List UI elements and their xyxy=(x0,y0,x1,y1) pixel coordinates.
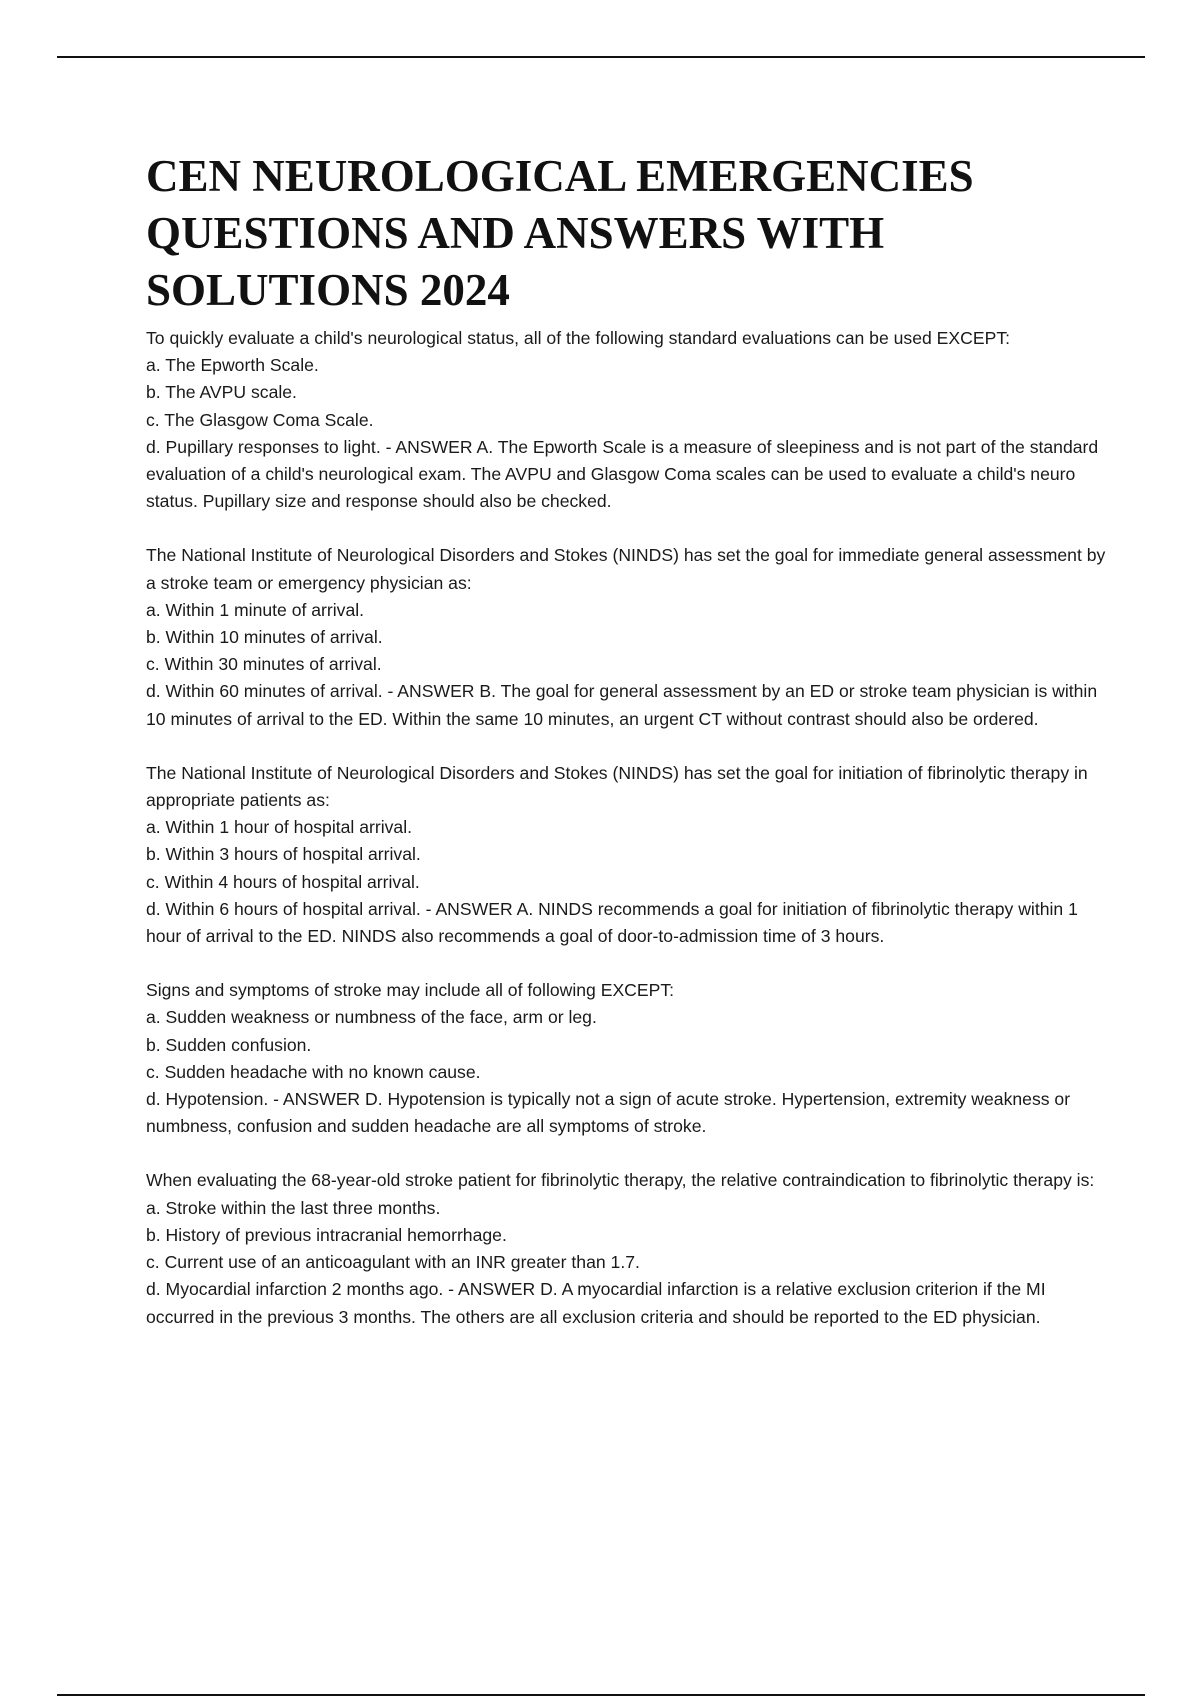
option-d-with-answer: d. Within 60 minutes of arrival. - ANSWER B. The goal for general assessment by an ED or stroke team physician is within 10 minutes of arrival to the ED. Within the same 10 minutes, an urgent CT without contrast should also be ordered. xyxy=(146,681,1098,729)
question-block-1 xyxy=(146,325,1106,515)
option-b: b. Within 3 hours of hospital arrival. xyxy=(146,844,421,865)
option-b: b. Sudden confusion. xyxy=(146,1034,312,1055)
option-c: c. Current use of an anticoagulant with an INR greater than 1.7. xyxy=(146,1252,640,1273)
document-body xyxy=(146,148,1106,1358)
option-d-with-answer: d. Hypotension. - ANSWER D. Hypotension is typically not a sign of acute stroke. Hypertension, extremity weakness or numbness, confusion and sudden headache are all symptoms of stroke. xyxy=(146,1089,1071,1137)
option-c: c. Within 30 minutes of arrival. xyxy=(146,654,382,675)
option-a: a. Stroke within the last three months. xyxy=(146,1197,441,1218)
option-a: a. The Epworth Scale. xyxy=(146,355,319,376)
header-rule xyxy=(57,56,1145,58)
option-c: c. The Glasgow Coma Scale. xyxy=(146,409,374,430)
question-block-3 xyxy=(146,760,1106,950)
question-stem: To quickly evaluate a child's neurological status, all of the following standard evaluations can be used EXCEPT: xyxy=(146,328,1010,348)
option-d-with-answer: d. Myocardial infarction 2 months ago. - ANSWER D. A myocardial infarction is a relative exclusion criterion if the MI occurred in the previous 3 months. The others are all exclusion criteria and should be reported to the ED physician. xyxy=(146,1279,1046,1327)
question-block-2 xyxy=(146,542,1106,732)
option-d-with-answer: d. Pupillary responses to light. - ANSWER A. The Epworth Scale is a measure of sleepiness and is not part of the standard evaluation of a child's neurological exam. The AVPU and Glasgow Coma scales can be used to evaluate a child's neuro status. Pupillary size and response should also be checked. xyxy=(146,436,1099,512)
footer-rule xyxy=(57,1694,1145,1696)
option-c: c. Sudden headache with no known cause. xyxy=(146,1061,481,1082)
question-stem: When evaluating the 68-year-old stroke patient for fibrinolytic therapy, the relative contraindication to fibrinolytic therapy is: xyxy=(146,1170,1095,1191)
option-d-with-answer: d. Within 6 hours of hospital arrival. - ANSWER A. NINDS recommends a goal for initiation of fibrinolytic therapy within 1 hour of arrival to the ED. NINDS also recommends a goal of door-to-admission time of 3 hours. xyxy=(146,898,1078,947)
option-a: a. Sudden weakness or numbness of the face, arm or leg. xyxy=(146,1007,597,1028)
question-block-4 xyxy=(146,977,1106,1140)
option-b: b. Within 10 minutes of arrival. xyxy=(146,627,383,648)
question-stem: Signs and symptoms of stroke may include all of following EXCEPT: xyxy=(146,980,675,1001)
option-c: c. Within 4 hours of hospital arrival. xyxy=(146,871,420,892)
option-a: a. Within 1 minute of arrival. xyxy=(146,599,365,620)
question-block-5 xyxy=(146,1167,1106,1330)
option-b: b. The AVPU scale. xyxy=(146,382,297,403)
option-a: a. Within 1 hour of hospital arrival. xyxy=(146,817,412,838)
document-title: CEN NEUROLOGICAL EMERGENCIES QUESTIONS AND ANSWERS WITH SOLUTIONS 2024 xyxy=(146,151,974,315)
question-stem: The National Institute of Neurological Disorders and Stokes (NINDS) has set the goal for initiation of fibrinolytic therapy in appropriate patients as: xyxy=(146,762,1088,811)
option-b: b. History of previous intracranial hemorrhage. xyxy=(146,1224,507,1245)
question-stem: The National Institute of Neurological Disorders and Stokes (NINDS) has set the goal for immediate general assessment by a stroke team or emergency physician as: xyxy=(146,545,1106,593)
